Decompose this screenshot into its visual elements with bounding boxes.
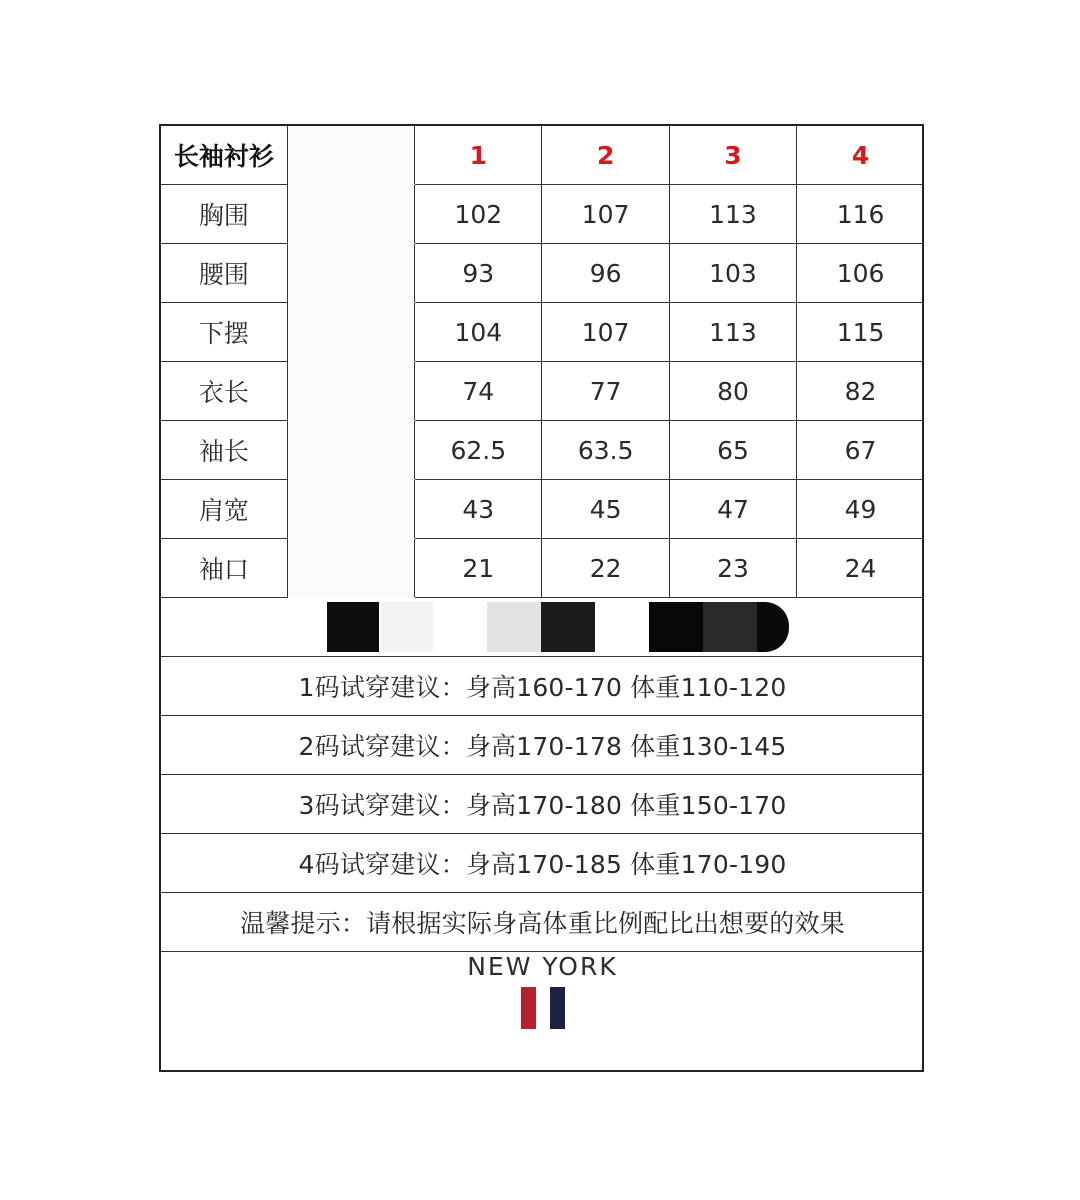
measurement-value: 103 — [669, 244, 796, 303]
measurement-value: 82 — [797, 362, 924, 421]
measurement-value: 106 — [797, 244, 924, 303]
measurement-value: 62.5 — [415, 421, 542, 480]
redacted-column-cell — [287, 303, 414, 362]
redacted-column-cell — [287, 185, 414, 244]
measurement-label: 下摆 — [161, 303, 287, 362]
logo-text: NEW YORK — [467, 952, 618, 981]
measurement-value: 63.5 — [542, 421, 669, 480]
measurement-row — [161, 303, 924, 362]
suggestion-row-1 — [161, 657, 924, 716]
measurement-label: 胸围 — [161, 185, 287, 244]
size-header-3: 3 — [669, 126, 796, 185]
measurement-value: 22 — [542, 539, 669, 598]
redacted-column-cell — [287, 480, 414, 539]
suggestion-row-4 — [161, 834, 924, 893]
redacted-cell — [161, 598, 924, 657]
size-header-2: 2 — [542, 126, 669, 185]
measurement-value: 113 — [669, 185, 796, 244]
measurement-value: 45 — [542, 480, 669, 539]
measurement-row — [161, 539, 924, 598]
measurement-value: 93 — [415, 244, 542, 303]
measurement-value: 43 — [415, 480, 542, 539]
redacted-row — [161, 598, 924, 657]
size-header-4: 4 — [797, 126, 924, 185]
logo-stripes — [521, 987, 565, 1029]
measurement-value: 21 — [415, 539, 542, 598]
size-header-1: 1 — [415, 126, 542, 185]
measurement-value: 49 — [797, 480, 924, 539]
measurement-label: 腰围 — [161, 244, 287, 303]
measurement-row — [161, 480, 924, 539]
measurement-value: 65 — [669, 421, 796, 480]
suggestion-size-4: 4码试穿建议：身高170-185 体重170-190 — [161, 834, 924, 893]
suggestion-row-2 — [161, 716, 924, 775]
measurement-value: 102 — [415, 185, 542, 244]
measurement-value: 104 — [415, 303, 542, 362]
measurement-row — [161, 421, 924, 480]
redacted-column-cell — [287, 539, 414, 598]
measurement-label: 袖口 — [161, 539, 287, 598]
suggestion-row-3 — [161, 775, 924, 834]
measurement-value: 80 — [669, 362, 796, 421]
measurement-value: 113 — [669, 303, 796, 362]
measurement-value: 116 — [797, 185, 924, 244]
measurement-row — [161, 244, 924, 303]
tip-row — [161, 893, 924, 952]
measurement-row — [161, 185, 924, 244]
header-row — [161, 126, 924, 185]
measurement-value: 23 — [669, 539, 796, 598]
size-chart — [159, 124, 924, 1072]
redacted-column-cell — [287, 362, 414, 421]
measurement-label: 衣长 — [161, 362, 287, 421]
measurement-label: 肩宽 — [161, 480, 287, 539]
measurement-value: 115 — [797, 303, 924, 362]
measurement-row — [161, 362, 924, 421]
measurement-value: 24 — [797, 539, 924, 598]
tip-text: 温馨提示：请根据实际身高体重比例配比出想要的效果 — [161, 893, 924, 952]
measurement-value: 74 — [415, 362, 542, 421]
measurement-value: 107 — [542, 185, 669, 244]
red-stripe — [521, 987, 536, 1029]
logo-cell — [161, 952, 924, 1030]
navy-stripe — [550, 987, 565, 1029]
logo-row — [161, 952, 924, 1030]
redacted-column-header — [287, 126, 414, 185]
measurement-value: 77 — [542, 362, 669, 421]
size-table — [161, 126, 924, 1029]
redacted-column-cell — [287, 244, 414, 303]
redacted-column-cell — [287, 421, 414, 480]
table-title: 长袖衬衫 — [161, 126, 287, 185]
suggestion-size-1: 1码试穿建议：身高160-170 体重110-120 — [161, 657, 924, 716]
suggestion-size-2: 2码试穿建议：身高170-178 体重130-145 — [161, 716, 924, 775]
measurement-value: 67 — [797, 421, 924, 480]
brand-logo — [161, 952, 924, 1029]
measurement-value: 96 — [542, 244, 669, 303]
measurement-value: 107 — [542, 303, 669, 362]
measurement-label: 袖长 — [161, 421, 287, 480]
suggestion-size-3: 3码试穿建议：身高170-180 体重150-170 — [161, 775, 924, 834]
measurement-value: 47 — [669, 480, 796, 539]
